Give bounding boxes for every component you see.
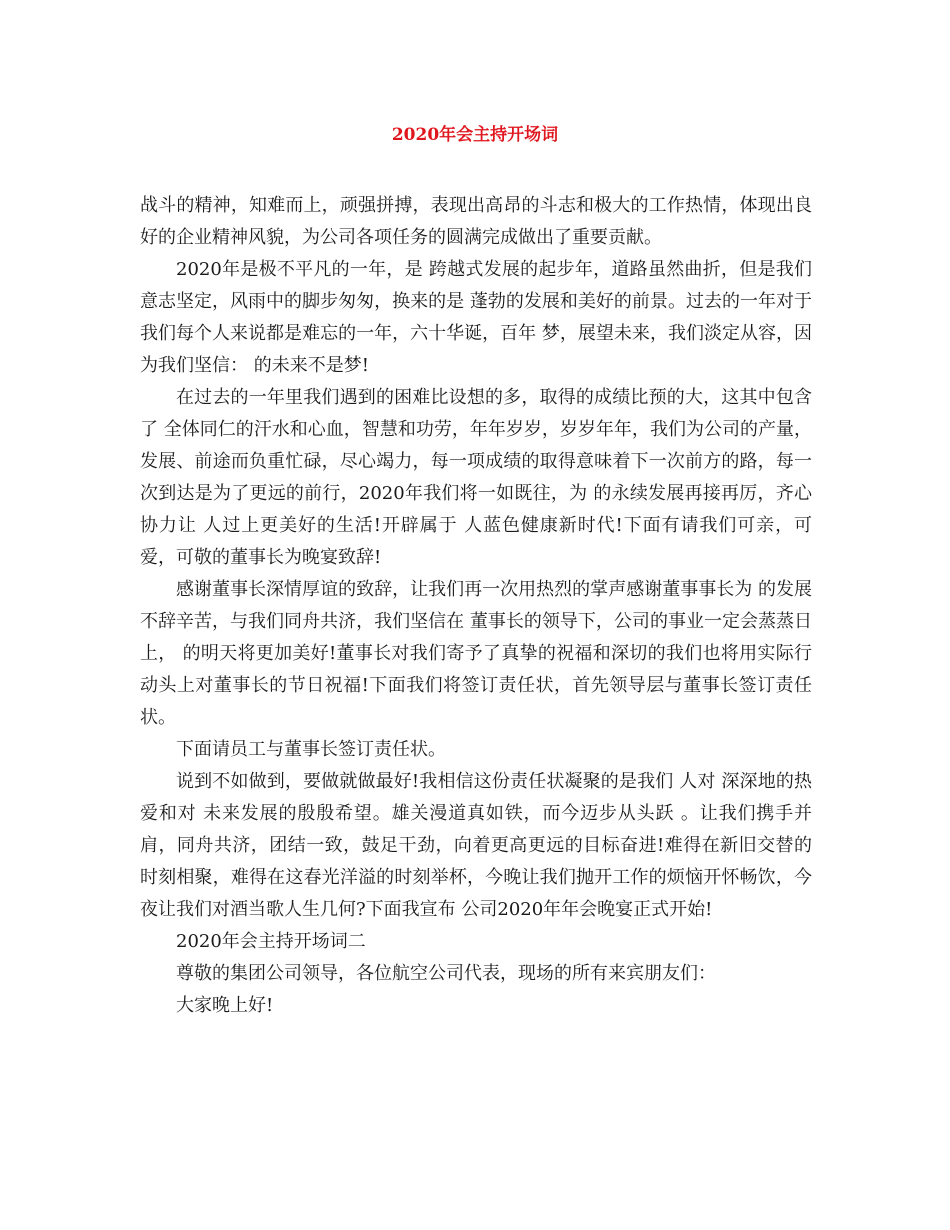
paragraph-6: 说到不如做到，要做就做最好!我相信这份责任状凝聚的是我们 人对 深深地的热爱和对 未来发展的殷殷希望。雄关漫道真如铁，而今迈步从头跃 。让我们携手并肩，同舟共济，团结一致，鼓足干劲，向着更高更远的目标奋进!难得在新旧交替的时刻相聚，难得在这春光洋溢的时刻举杯，今晚让我们抛开工作的烦恼开怀畅饮，今夜让我们对酒当歌人生几何?下面我宣布 公司2020年年会晚宴正式开始!	[140, 771, 812, 920]
salutation: 尊敬的集团公司领导，各位航空公司代表，现场的所有来宾朋友们：	[176, 963, 716, 984]
paragraph-2: 2020年是极不平凡的一年，是 跨越式发展的起步年，道路虽然曲折，但是我们意志坚定，风雨中的脚步匆匆，换来的是 蓬勃的发展和美好的前景。过去的一年对于我们每个人来说都是难忘的一年，六十华诞，百年 梦，展望未来，我们淡定从容，因为我们坚信： 的未来不是梦!	[140, 259, 812, 376]
paragraph-3: 在过去的一年里我们遇到的困难比设想的多，取得的成绩比预的大，这其中包含了 全体同仁的汗水和心血，智慧和功劳，年年岁岁，岁岁年年，我们为公司的产量，发展、前途而负重忙碌，尽心竭力，每一项成绩的取得意味着下一次前方的路，每一次到达是为了更远的前行，2020年我们将一如既往，为 的永续发展再接再厉，齐心协力让 人过上更美好的生活!开辟属于 人蓝色健康新时代!下面有请我们可亲，可爱，可敬的董事长为晚宴致辞!	[140, 387, 812, 568]
document-body	[140, 190, 812, 1022]
paragraph-1: 战斗的精神，知难而上，顽强拼搏，表现出高昂的斗志和极大的工作热情，体现出良好的企业精神风貌，为公司各项任务的圆满完成做出了重要贡献。	[140, 195, 812, 248]
greeting: 大家晚上好!	[176, 995, 274, 1016]
section-heading-2: 2020年会主持开场词二	[176, 931, 366, 952]
document-title: 2020年会主持开场词	[391, 125, 559, 145]
paragraph-4: 感谢董事长深情厚谊的致辞，让我们再一次用热烈的掌声感谢董事事长为 的发展不辞辛苦，与我们同舟共济，我们坚信在 董事长的领导下，公司的事业一定会蒸蒸日上， 的明天将更加美好!董事长对我们寄予了真挚的祝福和深切的我们也将用实际行动头上对董事长的节日祝福!下面我们将签订责任状，首先领导层与董事长签订责任状。	[140, 579, 812, 728]
paragraph-5: 下面请员工与董事长签订责任状。	[176, 739, 446, 760]
